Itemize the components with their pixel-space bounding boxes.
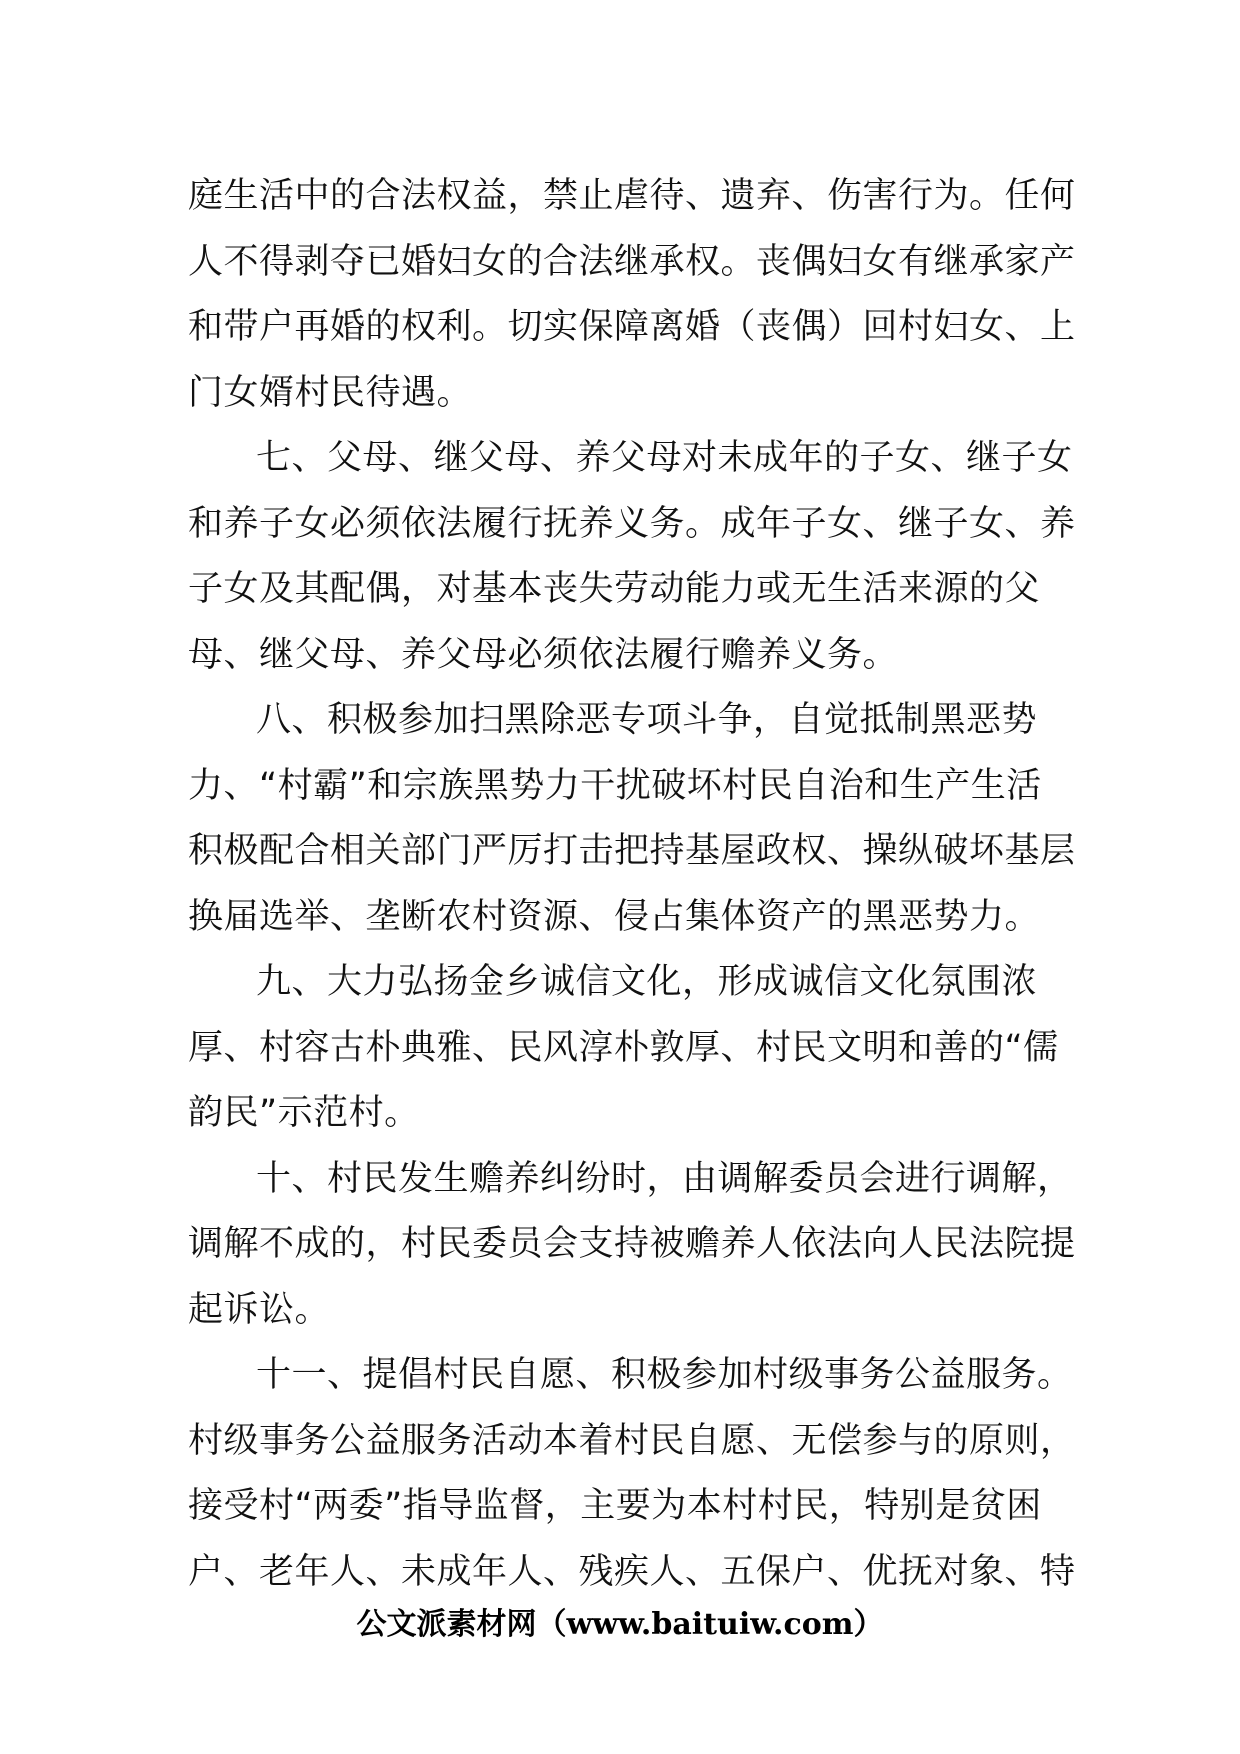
text-line: 起诉讼。 <box>188 1289 331 1330</box>
text-line: 调解不成的，村民委员会支持被赡养人依法向人民法院提 <box>188 1224 1076 1264</box>
paragraph-item-11 <box>188 1343 1076 1605</box>
text-line: 母、继父母、养父母必须依法履行赡养义务。 <box>188 634 899 675</box>
text-line: 积极配合相关部门严厉打击把持基屋政权、操纵破坏基层 <box>188 831 1076 871</box>
text-line: 七、父母、继父母、养父母对未成年的子女、继子女 <box>256 438 1073 478</box>
text-line: 子女及其配偶，对基本丧失劳动能力或无生活来源的父 <box>188 569 1041 609</box>
text-line: 十一、提倡村民自愿、积极参加村级事务公益服务。 <box>256 1355 1073 1395</box>
document-body <box>188 164 1076 1605</box>
text-line: 力、“村霸”和宗族黑势力干扰破坏村民自治和生产生活 <box>188 765 1042 806</box>
page-footer: 公文派素材网（www.baituiw.com） <box>356 1607 884 1642</box>
text-line: 门女婿村民待遇。 <box>188 372 473 413</box>
text-line: 换届选举、垄断农村资源、侵占集体资产的黑恶势力。 <box>188 896 1041 937</box>
text-line: 九、大力弘扬金乡诚信文化，形成诚信文化氛围浓 <box>256 962 1038 1002</box>
text-line: 八、积极参加扫黑除恶专项斗争，自觉抵制黑恶势 <box>256 700 1038 740</box>
text-line: 和带户再婚的权利。切实保障离婚（丧偶）回村妇女、上 <box>188 307 1076 347</box>
paragraph-item-7 <box>188 426 1076 688</box>
paragraph-item-9 <box>188 950 1068 1147</box>
paragraph-item-8 <box>188 688 1076 950</box>
text-line: 韵民”示范村。 <box>188 1093 420 1133</box>
text-line: 人不得剥夺已婚妇女的合法继承权。丧偶妇女有继承家产 <box>188 241 1076 282</box>
text-line: 户、老年人、未成年人、残疾人、五保户、优抚对象、特 <box>188 1551 1076 1592</box>
paragraph-item-10 <box>188 1147 1076 1344</box>
text-line: 十、村民发生赡养纠纷时，由调解委员会进行调解， <box>256 1158 1073 1199</box>
paragraph-continuation <box>188 164 1076 426</box>
text-line: 和养子女必须依法履行抚养义务。成年子女、继子女、养 <box>188 503 1076 544</box>
text-line: 接受村“两委”指导监督，主要为本村村民，特别是贫困 <box>188 1486 1042 1526</box>
text-line: 村级事务公益服务活动本着村民自愿、无偿参与的原则， <box>188 1420 1076 1461</box>
text-line: 庭生活中的合法权益，禁止虐待、遗弃、伤害行为。任何 <box>188 176 1076 216</box>
text-line: 厚、村容古朴典雅、民风淳朴敦厚、村民文明和善的“儒 <box>188 1027 1059 1068</box>
